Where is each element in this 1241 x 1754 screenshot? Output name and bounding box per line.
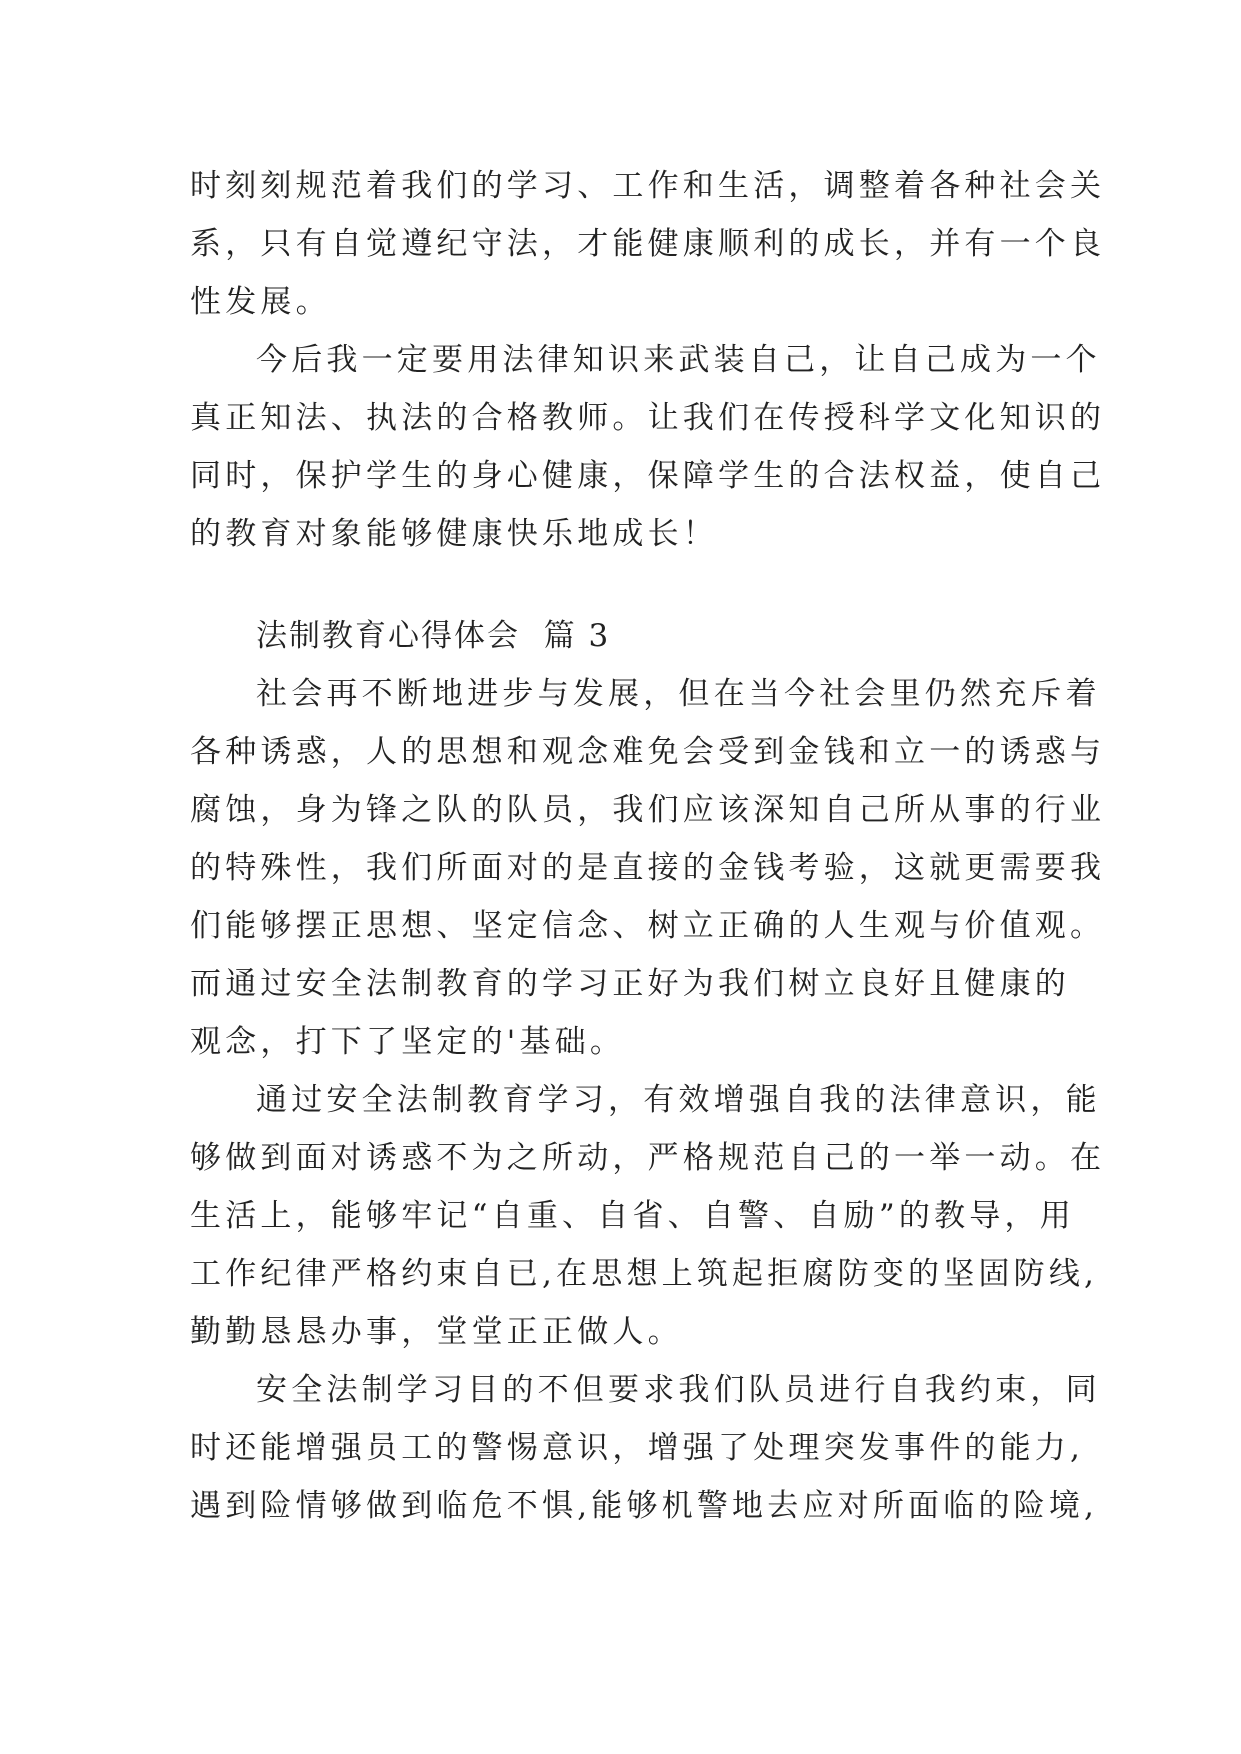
text-line: 而通过安全法制教育的学习正好为我们树立良好且健康的 bbox=[190, 966, 1070, 1002]
text-line: 性发展。 bbox=[190, 284, 331, 320]
text-line: 时刻刻规范着我们的学习、工作和生活，调整着各种社会关 bbox=[190, 168, 1106, 204]
text-line: 的教育对象能够健康快乐地成长！ bbox=[190, 516, 718, 552]
text-line: 真正知法、执法的合格教师。让我们在传授科学文化知识的 bbox=[190, 400, 1106, 436]
text-line: 安全法制学习目的不但要求我们队员进行自我约束，同 bbox=[256, 1372, 1101, 1408]
section-gap bbox=[190, 563, 1070, 607]
paragraph-1 bbox=[190, 665, 1106, 1071]
text-line: 通过安全法制教育学习，有效增强自我的法律意识，能 bbox=[256, 1082, 1101, 1118]
text-line: 们能够摆正思想、坚定信念、树立正确的人生观与价值观。 bbox=[190, 908, 1106, 944]
text-line: 勤勤恳恳办事，堂堂正正做人。 bbox=[190, 1314, 683, 1350]
text-line: 的特殊性，我们所面对的是直接的金钱考验，这就更需要我 bbox=[190, 850, 1106, 886]
section-heading: 法制教育心得体会 篇 3 bbox=[256, 618, 611, 654]
text-line: 社会再不断地进步与发展，但在当今社会里仍然充斥着 bbox=[256, 676, 1101, 712]
text-line: 各种诱惑，人的思想和观念难免会受到金钱和立一的诱惑与 bbox=[190, 734, 1106, 770]
text-line: 系，只有自觉遵纪守法，才能健康顺利的成长，并有一个良 bbox=[190, 226, 1106, 262]
text-line: 遇到险情够做到临危不惧,能够机警地去应对所面临的险境, bbox=[190, 1488, 1099, 1524]
paragraph-3 bbox=[190, 1361, 1101, 1535]
paragraph-2 bbox=[190, 1071, 1106, 1361]
paragraph-conclusion bbox=[190, 331, 1106, 563]
text-line: 工作纪律严格约束自已,在思想上筑起拒腐防变的坚固防线, bbox=[190, 1256, 1099, 1292]
text-line: 腐蚀，身为锋之队的队员，我们应该深知自己所从事的行业 bbox=[190, 792, 1106, 828]
text-line: 观念，打下了坚定的'基础。 bbox=[190, 1024, 626, 1060]
text-line: 时还能增强员工的警惕意识，增强了处理突发事件的能力, bbox=[190, 1430, 1085, 1466]
document-body bbox=[190, 157, 1106, 1535]
paragraph-continuation bbox=[190, 157, 1106, 331]
text-line: 生活上，能够牢记“自重、自省、自警、自励”的教导，用 bbox=[190, 1198, 1075, 1234]
text-line: 今后我一定要用法律知识来武装自己，让自己成为一个 bbox=[256, 342, 1101, 378]
text-line: 够做到面对诱惑不为之所动，严格规范自己的一举一动。在 bbox=[190, 1140, 1106, 1176]
text-line: 同时，保护学生的身心健康，保障学生的合法权益，使自己 bbox=[190, 458, 1106, 494]
